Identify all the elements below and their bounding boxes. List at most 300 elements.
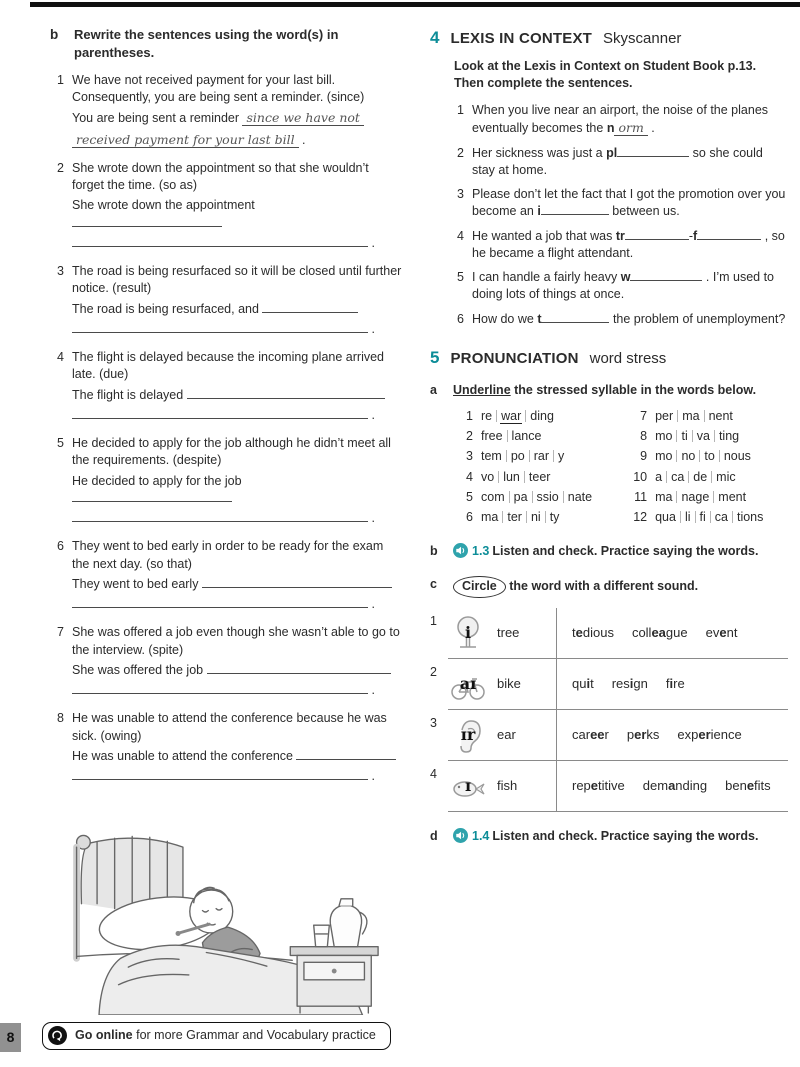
bold-prompt-letter: t xyxy=(537,311,542,326)
syllable-divider xyxy=(695,511,696,523)
syllable-divider xyxy=(732,511,733,523)
item-number: 2 xyxy=(57,160,64,175)
part-c xyxy=(430,576,788,598)
page-columns xyxy=(50,26,788,1021)
track-number: 1.4 xyxy=(472,828,490,843)
section-4-title: LEXIS IN CONTEXT xyxy=(450,30,593,47)
answer-blank xyxy=(72,235,368,247)
listen-instruction: Listen and check. Practice saying the words. xyxy=(492,828,759,843)
syllable: to xyxy=(704,449,715,464)
syllable: lun xyxy=(503,469,520,484)
syllable: fi xyxy=(699,510,706,525)
text: . xyxy=(368,683,375,698)
stress-word xyxy=(627,408,764,425)
rewrite-item xyxy=(50,263,402,338)
item-number: 6 xyxy=(457,311,464,326)
item-number: 6 xyxy=(57,539,64,554)
syllable: ma xyxy=(481,510,499,525)
stress-word xyxy=(627,428,764,445)
text: . xyxy=(368,321,375,336)
syllable-divider xyxy=(509,491,510,503)
text: . xyxy=(368,769,375,784)
syllable: de xyxy=(693,469,708,484)
stress-word xyxy=(453,469,593,486)
word-option: resign xyxy=(611,675,648,691)
syllable-divider xyxy=(704,410,705,422)
answer-blank xyxy=(625,228,689,240)
sound-table xyxy=(430,608,788,812)
lexis-sentence xyxy=(472,269,788,304)
section-5-title: PRONUNCIATION xyxy=(450,349,579,367)
fish-icon xyxy=(448,766,488,806)
syllabified-word xyxy=(654,489,747,506)
stress-word xyxy=(627,509,764,526)
syllable: ca xyxy=(671,469,685,484)
syllable: ty xyxy=(549,510,560,525)
sound-row xyxy=(430,659,788,710)
syllable: va xyxy=(696,429,710,444)
word-number: 3 xyxy=(466,449,473,464)
text: He decided to apply for the job xyxy=(72,473,242,488)
rewrite-item xyxy=(50,624,402,699)
syllable-divider xyxy=(711,471,712,483)
syllable-divider xyxy=(545,511,546,523)
syllable: ma xyxy=(682,408,700,423)
answer-blank xyxy=(72,596,368,608)
part-d-instruction xyxy=(453,828,788,848)
syllable-divider xyxy=(563,491,564,503)
answer-line xyxy=(72,301,402,318)
answer-blank xyxy=(202,576,392,588)
syllabified-word xyxy=(654,448,752,465)
syllable: ti xyxy=(681,429,688,444)
syllable-divider xyxy=(666,471,667,483)
part-c-instruction: Circle the word with a different sound. xyxy=(453,576,788,598)
syllable-divider xyxy=(526,511,527,523)
syllable-divider xyxy=(498,471,499,483)
pronunciation-section xyxy=(430,346,788,848)
syllable-divider xyxy=(506,450,507,462)
answer-blank xyxy=(541,203,609,215)
handwritten-answer: orm xyxy=(614,120,647,136)
syllabified-word xyxy=(654,469,737,486)
part-d xyxy=(430,828,788,848)
answer-blank xyxy=(630,269,702,281)
item-number: 3 xyxy=(57,264,64,279)
answer-line xyxy=(72,387,402,404)
syllable: ding xyxy=(530,408,554,423)
syllable: qua xyxy=(655,510,676,525)
sound-row xyxy=(430,608,788,659)
syllable: nent xyxy=(708,408,733,423)
lexis-sentence xyxy=(472,311,788,328)
word-option: fire xyxy=(665,675,685,691)
syllable-divider xyxy=(502,511,503,523)
word-option: demanding xyxy=(642,777,708,793)
item-number: 2 xyxy=(457,145,464,160)
answer-blank xyxy=(617,145,689,157)
stress-word xyxy=(453,428,593,445)
right-column xyxy=(430,26,788,1021)
row-number: 3 xyxy=(430,715,437,730)
lexis-sentence xyxy=(472,186,788,221)
handwritten-answer: received payment for your last bill xyxy=(72,132,299,148)
lexis-item xyxy=(454,269,788,304)
syllable: nate xyxy=(567,489,593,504)
syllable: re xyxy=(481,408,493,423)
word-option: event xyxy=(705,624,738,640)
answer-blank xyxy=(72,407,368,419)
syllable-divider xyxy=(713,491,714,503)
text: - xyxy=(688,228,694,243)
syllable: ting xyxy=(718,429,740,444)
sound-row xyxy=(430,710,788,761)
syllabified-word xyxy=(480,469,551,486)
syllable: nous xyxy=(723,449,751,464)
lexis-sentence xyxy=(472,145,788,180)
syllable-divider xyxy=(688,471,689,483)
lexis-item xyxy=(454,186,788,221)
stress-word xyxy=(627,489,764,506)
bold-prompt-letter: n xyxy=(606,121,615,136)
text: The road is being resurfaced, and xyxy=(72,301,263,316)
text: He was unable to attend the conference xyxy=(72,748,297,763)
word-number: 2 xyxy=(466,429,473,444)
word-option: experience xyxy=(677,726,742,742)
go-online-text: Go online for more Grammar and Vocabulary practice xyxy=(75,1027,376,1042)
text: the problem of unemployment? xyxy=(609,311,786,326)
syllable: tions xyxy=(736,510,764,525)
answer-line xyxy=(72,235,402,252)
word-number: 8 xyxy=(640,429,648,444)
text: . xyxy=(368,511,375,526)
syllable: ca xyxy=(714,510,728,525)
rewrite-item xyxy=(50,710,402,785)
item-number: 4 xyxy=(57,350,64,365)
section-4-number: 4 xyxy=(430,28,440,47)
answer-line xyxy=(72,510,402,527)
example-word: ear xyxy=(497,726,516,742)
text: so she could stay at home. xyxy=(472,145,763,177)
page-number-tab xyxy=(0,1023,21,1052)
syllable: nage xyxy=(681,489,710,504)
syllable-divider xyxy=(529,450,530,462)
syllable: ssio xyxy=(536,489,559,504)
syllabified-word xyxy=(480,448,565,465)
part-d-label: d xyxy=(430,828,438,843)
text: How do we xyxy=(472,311,538,326)
syllable: mic xyxy=(716,469,736,484)
answer-line xyxy=(72,197,402,232)
answer-blank xyxy=(697,228,761,240)
text: Please don’t let the fact that I got the promotion over you become an xyxy=(472,187,786,219)
syllable: teer xyxy=(528,469,551,484)
syllabified-word xyxy=(480,489,593,506)
item-prompt: He was unable to attend the conference because he was sick. (owing) xyxy=(72,711,387,743)
word-option: benefits xyxy=(725,777,771,793)
syllable-divider xyxy=(524,471,525,483)
text: Her sickness was just a xyxy=(472,145,607,160)
syllable-divider xyxy=(676,450,677,462)
part-b-label: b xyxy=(430,544,438,559)
syllable: no xyxy=(681,449,696,464)
text: They went to bed early xyxy=(72,576,202,591)
item-prompt: They went to bed early in order to be ready for the exam the next day. (so that) xyxy=(72,539,384,571)
handwritten-answer: since we have not xyxy=(242,110,363,126)
rewrite-item xyxy=(50,160,402,252)
item-prompt: She was offered a job even though she wasn’t able to go to the interview. (spite) xyxy=(72,625,400,657)
syllabified-word xyxy=(480,509,560,526)
text: . xyxy=(298,132,306,147)
word-number: 12 xyxy=(633,510,648,525)
syllable-divider xyxy=(496,410,497,422)
word-number: 7 xyxy=(640,408,648,423)
exercise-b-label: b xyxy=(50,27,59,42)
syllable-divider xyxy=(680,511,681,523)
text: . xyxy=(647,121,655,136)
word-option: quit xyxy=(572,675,594,691)
phonetic-symbol: aɪ xyxy=(459,673,477,693)
syllable: li xyxy=(684,510,691,525)
syllable-divider xyxy=(553,450,554,462)
word-number: 1 xyxy=(466,408,473,423)
audio-icon xyxy=(453,543,468,563)
lexis-item xyxy=(454,145,788,180)
syllabified-word xyxy=(654,408,734,425)
lexis-item xyxy=(454,102,788,138)
answer-line xyxy=(72,682,402,699)
syllable-divider xyxy=(699,450,700,462)
text: . I’m used to doing lots of things at once. xyxy=(472,270,774,302)
syllabified-word xyxy=(654,509,764,526)
item-number: 8 xyxy=(57,711,64,726)
answer-line xyxy=(72,662,402,679)
syllable-divider xyxy=(710,511,711,523)
item-prompt: The road is being resurfaced so it will be closed until further notice. (result) xyxy=(72,264,402,296)
tree-icon xyxy=(448,613,488,653)
part-a-instruction: Underline the stressed syllable in the words below. xyxy=(453,382,757,397)
syllable: ment xyxy=(718,489,747,504)
bike-icon xyxy=(448,664,488,704)
answer-line xyxy=(72,321,402,338)
page-number: 8 xyxy=(6,1028,15,1045)
syllable: ni xyxy=(530,510,541,525)
answer-line xyxy=(72,748,402,765)
syllable-divider xyxy=(532,491,533,503)
stress-word xyxy=(453,448,593,465)
rewrite-items-list xyxy=(50,72,402,786)
answer-blank xyxy=(207,662,391,674)
item-prompt: She wrote down the appointment so that she wouldn’t forget the time. (so as) xyxy=(72,160,369,193)
text: When you live near an airport, the noise of the planes eventually becomes the xyxy=(472,103,769,136)
row-number: 4 xyxy=(430,766,437,781)
answer-line xyxy=(72,768,402,785)
syllable-divider xyxy=(676,491,677,503)
item-prompt: He decided to apply for the job although he didn’t meet all the requirements. (despite) xyxy=(72,436,391,468)
audio-icon xyxy=(453,828,468,848)
syllable: mo xyxy=(655,449,673,464)
row-number: 1 xyxy=(430,613,437,628)
lexis-sentence xyxy=(472,228,788,263)
section-4-subtitle: Skyscanner xyxy=(603,30,682,47)
text: He wanted a job that was xyxy=(472,228,616,243)
syllable: po xyxy=(510,449,525,464)
text: You are being sent a reminder xyxy=(72,111,243,126)
text: . xyxy=(368,235,375,250)
part-b-instruction xyxy=(453,543,788,563)
syllable: y xyxy=(558,449,565,464)
syllable: ma xyxy=(655,489,673,504)
part-b xyxy=(430,543,788,563)
lexis-item xyxy=(454,311,788,328)
section-5-number: 5 xyxy=(430,347,440,367)
section-4-intro: Look at the Lexis in Context on Student Book p.13. Then complete the sentences. xyxy=(454,58,757,90)
text: The flight is delayed xyxy=(72,387,187,402)
part-a xyxy=(430,382,788,532)
syllable-divider xyxy=(692,430,693,442)
text: I can handle a fairly heavy xyxy=(472,270,621,285)
example-word: fish xyxy=(497,777,518,793)
go-online-icon xyxy=(48,1026,67,1045)
syllable: war xyxy=(501,408,522,423)
syllable-divider xyxy=(507,430,508,442)
bold-prompt-letter: w xyxy=(620,270,631,285)
word-number: 4 xyxy=(466,469,473,484)
lexis-item xyxy=(454,228,788,263)
bold-prompt-letter: tr xyxy=(615,228,625,243)
answer-blank xyxy=(72,682,368,694)
part-a-label: a xyxy=(430,382,437,397)
item-prompt: The flight is delayed because the incoming plane arrived late. (due) xyxy=(72,350,384,382)
word-number: 11 xyxy=(634,489,648,504)
answer-line xyxy=(72,576,402,593)
stress-word xyxy=(453,509,593,526)
phonetic-symbol: ɪr xyxy=(460,724,476,744)
answer-blank xyxy=(72,490,232,502)
answer-line xyxy=(72,473,402,508)
answer-blank xyxy=(541,311,609,323)
syllable: vo xyxy=(481,469,495,484)
word-number: 6 xyxy=(466,510,473,525)
syllable-divider xyxy=(525,410,526,422)
circled-word: Circle xyxy=(453,576,506,598)
rewrite-item xyxy=(50,349,402,424)
word-option: perks xyxy=(626,726,660,742)
answer-line xyxy=(72,109,402,127)
syllable: com xyxy=(481,489,505,504)
answer-blank xyxy=(296,748,396,760)
rewrite-item xyxy=(50,72,402,149)
syllable-divider xyxy=(719,450,720,462)
ear-icon xyxy=(448,715,488,755)
track-number: 1.3 xyxy=(472,544,490,559)
item-number: 5 xyxy=(57,436,64,451)
item-number: 4 xyxy=(457,228,464,243)
syllabified-word xyxy=(654,428,740,445)
lexis-items-list xyxy=(454,102,788,328)
phonetic-symbol: ɪ xyxy=(464,775,472,795)
syllable: rar xyxy=(533,449,550,464)
row-number: 2 xyxy=(430,664,437,679)
answer-blank xyxy=(72,215,222,227)
word-option: repetitive xyxy=(572,777,625,793)
syllable: pa xyxy=(513,489,528,504)
rewrite-item xyxy=(50,538,402,613)
exercise-b-section xyxy=(50,26,402,1021)
stress-word-list xyxy=(453,408,788,530)
answer-blank xyxy=(72,510,368,522)
syllable: per xyxy=(655,408,674,423)
item-number: 1 xyxy=(457,103,464,118)
text: She wrote down the appointment xyxy=(72,198,255,213)
item-number: 1 xyxy=(57,72,64,87)
stress-word xyxy=(453,489,593,506)
word-number: 5 xyxy=(466,489,473,504)
example-word: tree xyxy=(497,624,520,640)
exercise-b-title: Rewrite the sentences using the word(s) in parentheses. xyxy=(74,27,339,60)
syllable: ter xyxy=(507,510,522,525)
example-word: bike xyxy=(497,675,521,691)
text: between us. xyxy=(608,204,680,219)
answer-line xyxy=(72,407,402,424)
syllabified-word xyxy=(480,408,555,425)
answer-blank xyxy=(72,768,368,780)
text: She was offered the job xyxy=(72,662,207,677)
item-number: 3 xyxy=(457,187,464,202)
stress-word xyxy=(627,448,764,465)
bold-prompt-letter: pl xyxy=(606,145,618,160)
syllable: a xyxy=(655,469,663,484)
syllable-divider xyxy=(677,410,678,422)
phonetic-symbol: i xyxy=(464,622,472,642)
word-option: colleague xyxy=(631,624,688,640)
syllable: free xyxy=(481,429,503,444)
answer-line xyxy=(72,131,402,149)
item-number: 7 xyxy=(57,625,64,640)
item-number: 5 xyxy=(457,270,464,285)
syllable: tem xyxy=(481,449,502,464)
word-number: 10 xyxy=(633,469,648,484)
rewrite-item xyxy=(50,435,402,527)
bold-prompt-letter: i xyxy=(537,204,541,219)
syllable-divider xyxy=(714,430,715,442)
section-5-subtitle: word stress xyxy=(589,349,667,367)
word-option: career xyxy=(572,726,609,742)
lexis-sentence xyxy=(472,102,788,138)
syllabified-word xyxy=(480,428,542,445)
word-number: 9 xyxy=(640,449,648,464)
answer-blank xyxy=(187,387,385,399)
text: . xyxy=(368,407,375,422)
item-prompt: We have not received payment for your last bill. Consequently, you are being sent a reminder. (since) xyxy=(72,72,365,105)
top-rule xyxy=(30,2,800,7)
part-c-label: c xyxy=(430,576,437,591)
word-option: tedious xyxy=(572,624,614,640)
sound-row xyxy=(430,761,788,812)
syllable-divider xyxy=(676,430,677,442)
bold-prompt-letter: f xyxy=(693,228,698,243)
answer-line xyxy=(72,596,402,613)
stress-word xyxy=(627,469,764,486)
syllable: mo xyxy=(655,429,673,444)
go-online-banner xyxy=(42,1022,391,1050)
sick-man-illustration xyxy=(60,810,382,1015)
answer-blank xyxy=(72,321,368,333)
answer-blank xyxy=(262,301,358,313)
text: . xyxy=(368,597,375,612)
stress-word xyxy=(453,408,593,425)
listen-instruction: Listen and check. Practice saying the words. xyxy=(492,544,759,559)
